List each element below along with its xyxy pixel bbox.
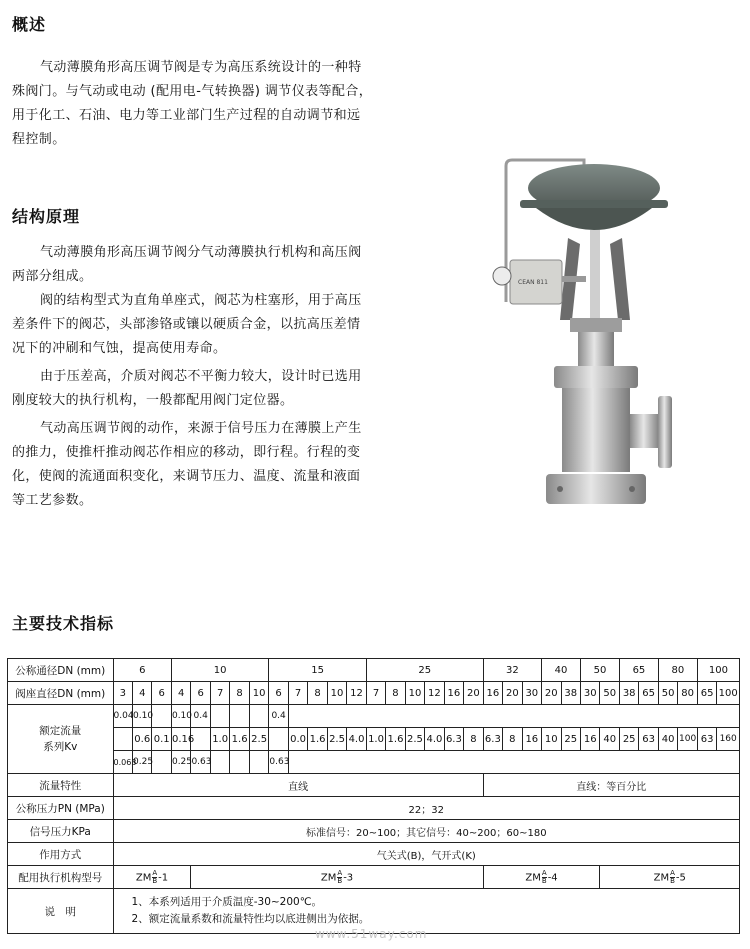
label-dn: 公称通径DN (mm) (8, 659, 114, 682)
kv-blank (288, 705, 739, 728)
label-signal: 信号压力KPa (8, 820, 114, 843)
seat-cell: 100 (717, 682, 740, 705)
actuator-b: B (541, 876, 547, 885)
kv-cell: 16 (581, 728, 600, 751)
seat-cell: 80 (678, 682, 697, 705)
actuator-ab (152, 870, 157, 885)
feedback-arm (562, 276, 586, 282)
kv-cell: 1.0 (366, 728, 385, 751)
kv-cell: 0.63 (269, 751, 288, 774)
label-kv-line: 额定流量 (39, 725, 82, 737)
seat-cell: 12 (425, 682, 444, 705)
kv-cell: 1.6 (386, 728, 405, 751)
note-line: 1、本系列适用于介质温度-30~200℃。 (131, 896, 323, 908)
kv-cell: 25 (619, 728, 638, 751)
kv-cell (152, 705, 171, 728)
dn-cell: 6 (113, 659, 171, 682)
structure-line: 况下的冲刷和气蚀，提高使用寿命。 (12, 341, 227, 356)
actuator-ab (337, 870, 342, 885)
valve-body (562, 388, 630, 472)
actuator-model (483, 866, 600, 889)
label-notes: 说 明 (8, 889, 114, 934)
kv-cell (269, 728, 288, 751)
diaphragm-flange (520, 200, 668, 208)
actuator-a: A (541, 868, 547, 877)
action-value: 气关式(B)，气开式(K) (113, 843, 739, 866)
kv-cell (249, 705, 269, 728)
row-pn (8, 797, 740, 820)
overview-paragraph (12, 56, 432, 152)
actuator-suffix: -3 (343, 872, 354, 883)
kv-cell: 10 (542, 728, 561, 751)
kv-cell: 0.16 (171, 728, 190, 751)
seat-cell: 38 (619, 682, 638, 705)
seat-cell: 10 (327, 682, 346, 705)
seat-cell: 8 (386, 682, 405, 705)
structure-line: 由于压差高，介质对阀芯不平衡力较大，设计时已选用 (40, 369, 362, 384)
seat-cell: 12 (347, 682, 367, 705)
kv-cell (152, 751, 171, 774)
seat-cell: 20 (464, 682, 484, 705)
seat-cell: 16 (444, 682, 463, 705)
kv-cell (230, 705, 249, 728)
kv-cell: 4.0 (425, 728, 444, 751)
dn-cell: 25 (366, 659, 483, 682)
dn-cell: 40 (542, 659, 581, 682)
actuator-suffix: -5 (675, 872, 686, 883)
flow-linear: 直线 (113, 774, 483, 797)
signal-value: 标准信号：20~100；其它信号：40~200；60~180 (113, 820, 739, 843)
kv-cell (113, 728, 132, 751)
kv-cell: 0.4 (269, 705, 288, 728)
seat-cell: 8 (230, 682, 249, 705)
seat-cell: 10 (405, 682, 424, 705)
dn-cell: 80 (658, 659, 697, 682)
seat-cell: 6 (152, 682, 171, 705)
actuator-prefix: ZM (320, 872, 337, 883)
actuator-b: B (670, 876, 675, 885)
structure-line: 气动薄膜角形高压调节阀分气动薄膜执行机构和高压阀 (40, 245, 362, 260)
actuator-ab (542, 870, 547, 885)
row-kv-top (8, 705, 740, 728)
kv-cell: 100 (678, 728, 697, 751)
side-outlet (630, 414, 660, 448)
kv-cell: 1.6 (230, 728, 249, 751)
actuator-a: A (670, 868, 675, 877)
label-seat: 阀座直径DN (mm) (8, 682, 114, 705)
actuator-b: B (152, 876, 158, 885)
overview-line: 程控制。 (12, 132, 66, 147)
seat-cell: 6 (191, 682, 210, 705)
kv-cell (210, 751, 229, 774)
kv-cell: 8 (464, 728, 484, 751)
bonnet (578, 332, 614, 366)
dn-cell: 65 (619, 659, 658, 682)
seat-cell: 30 (581, 682, 600, 705)
actuator-model (113, 866, 191, 889)
structure-line: 气动高压调节阀的动作，来源于信号压力在薄膜上产生 (40, 421, 362, 436)
kv-cell: 40 (658, 728, 677, 751)
label-actuator: 配用执行机构型号 (8, 866, 114, 889)
bolt-icon (629, 486, 635, 492)
structure-heading: 结构原理 (12, 207, 81, 226)
label-kv (8, 705, 114, 774)
dn-cell: 50 (581, 659, 620, 682)
row-dn (8, 659, 740, 682)
pn-value: 22；32 (113, 797, 739, 820)
kv-cell: 0.25 (171, 751, 190, 774)
overview-heading: 概述 (12, 15, 47, 34)
kv-cell: 2.5 (327, 728, 346, 751)
structure-line: 的推力，使推杆推动阀芯作相应的移动，即行程。行程的变 (12, 445, 361, 460)
label-action: 作用方式 (8, 843, 114, 866)
kv-cell: 0.10 (171, 705, 190, 728)
overview-line: 气动薄膜角形高压调节阀是专为高压系统设计的一种特 (40, 60, 362, 75)
seat-cell: 38 (561, 682, 580, 705)
structure-line: 等工艺参数。 (12, 493, 93, 508)
seat-cell: 30 (522, 682, 541, 705)
body-flange-upper (554, 366, 638, 388)
actuator-suffix: -4 (547, 872, 558, 883)
dn-cell: 15 (269, 659, 366, 682)
label-kv-line: 系列Kv (43, 741, 78, 753)
spec-table (7, 658, 740, 934)
overview-line: 殊阀门。与气动或电动 (配用电-气转换器) 调节仪表等配合， (12, 84, 373, 99)
actuator-prefix: ZM (525, 872, 541, 883)
seat-cell: 4 (171, 682, 190, 705)
seat-cell: 6 (269, 682, 288, 705)
kv-cell (249, 751, 269, 774)
seat-cell: 8 (308, 682, 327, 705)
kv-cell: 8 (503, 728, 522, 751)
row-actuator (8, 866, 740, 889)
watermark: www.51way.com (315, 927, 428, 941)
label-pn: 公称压力PN (MPa) (8, 797, 114, 820)
bonnet-flange (570, 318, 622, 332)
structure-line: 差条件下的阀芯，头部渗铬或镶以硬质合金，以抗高压差情 (12, 317, 361, 332)
kv-cell: 25 (561, 728, 580, 751)
note-line: 2、额定流量系数和流量特性均以底进侧出为依据。 (131, 913, 370, 925)
structure-text (12, 241, 452, 513)
overview-line: 用于化工、石油、电力等工业部门生产过程的自动调节和远 (12, 108, 361, 123)
kv-blank (288, 751, 739, 774)
kv-cell: 0.0 (288, 728, 307, 751)
kv-cell: 0.6 (133, 728, 152, 751)
seat-cell: 7 (366, 682, 385, 705)
actuator-model (600, 866, 740, 889)
dn-cell: 100 (697, 659, 739, 682)
structure-line: 化，使阀的流通面积变化，来调节压力、温度、流量和液面 (12, 469, 361, 484)
row-signal (8, 820, 740, 843)
kv-cell: 63 (697, 728, 716, 751)
positioner-label: CEAN 811 (518, 279, 548, 286)
seat-cell: 20 (503, 682, 522, 705)
seat-cell: 16 (483, 682, 502, 705)
seat-cell: 65 (639, 682, 658, 705)
kv-cell: 0.63 (191, 751, 210, 774)
specs-heading: 主要技术指标 (12, 614, 115, 633)
dn-cell: 10 (171, 659, 268, 682)
row-kv-mid (8, 728, 740, 751)
actuator-ab (670, 870, 675, 885)
bolt-icon (557, 486, 563, 492)
kv-cell: 63 (639, 728, 658, 751)
structure-line: 阀的结构型式为直角单座式，阀芯为柱塞形，用于高压 (40, 293, 362, 308)
actuator-a: A (152, 868, 158, 877)
actuator-model (191, 866, 483, 889)
actuator-prefix: ZM (653, 872, 670, 883)
seat-cell: 4 (133, 682, 152, 705)
seat-cell: 65 (697, 682, 716, 705)
kv-cell (230, 751, 249, 774)
valve-photo (476, 152, 686, 524)
seat-cell: 3 (113, 682, 132, 705)
seat-cell: 7 (210, 682, 229, 705)
seat-cell: 50 (600, 682, 619, 705)
kv-cell: 16 (522, 728, 541, 751)
seat-cell: 20 (542, 682, 561, 705)
seat-cell: 50 (658, 682, 677, 705)
kv-cell: 0.4 (191, 705, 210, 728)
dn-cell: 32 (483, 659, 541, 682)
kv-cell (210, 705, 229, 728)
kv-cell: 0.25 (133, 751, 152, 774)
diaphragm-lower (536, 208, 652, 230)
row-kv-bot (8, 751, 740, 774)
kv-cell: 0.10 (133, 705, 152, 728)
row-flow (8, 774, 740, 797)
flow-both: 直线：等百分比 (483, 774, 739, 797)
row-seat (8, 682, 740, 705)
kv-cell: 0.063 (113, 751, 132, 774)
row-action (8, 843, 740, 866)
kv-cell: 6.3 (444, 728, 463, 751)
actuator-suffix: -1 (158, 872, 169, 883)
seat-cell: 10 (249, 682, 269, 705)
structure-line: 刚度较大的执行机构，一般都配用阀门定位器。 (12, 393, 294, 408)
label-flow: 流量特性 (8, 774, 114, 797)
pressure-gauge-icon (493, 267, 511, 285)
yoke-right (610, 238, 630, 320)
structure-line: 两部分组成。 (12, 269, 93, 284)
kv-cell: 160 (717, 728, 740, 751)
actuator-prefix: ZM (135, 872, 152, 883)
actuator-a: A (337, 868, 343, 877)
actuator-b: B (337, 876, 343, 885)
kv-cell: 2.5 (249, 728, 269, 751)
kv-cell: 1.0 (210, 728, 229, 751)
side-flange (658, 396, 672, 468)
kv-cell: 40 (600, 728, 619, 751)
kv-cell: 0.04 (113, 705, 132, 728)
seat-cell: 7 (288, 682, 307, 705)
kv-cell: 4.0 (347, 728, 367, 751)
kv-cell: 0.1 (152, 728, 171, 751)
kv-cell: 1.6 (308, 728, 327, 751)
kv-cell: 2.5 (405, 728, 424, 751)
kv-cell: 6.3 (483, 728, 502, 751)
